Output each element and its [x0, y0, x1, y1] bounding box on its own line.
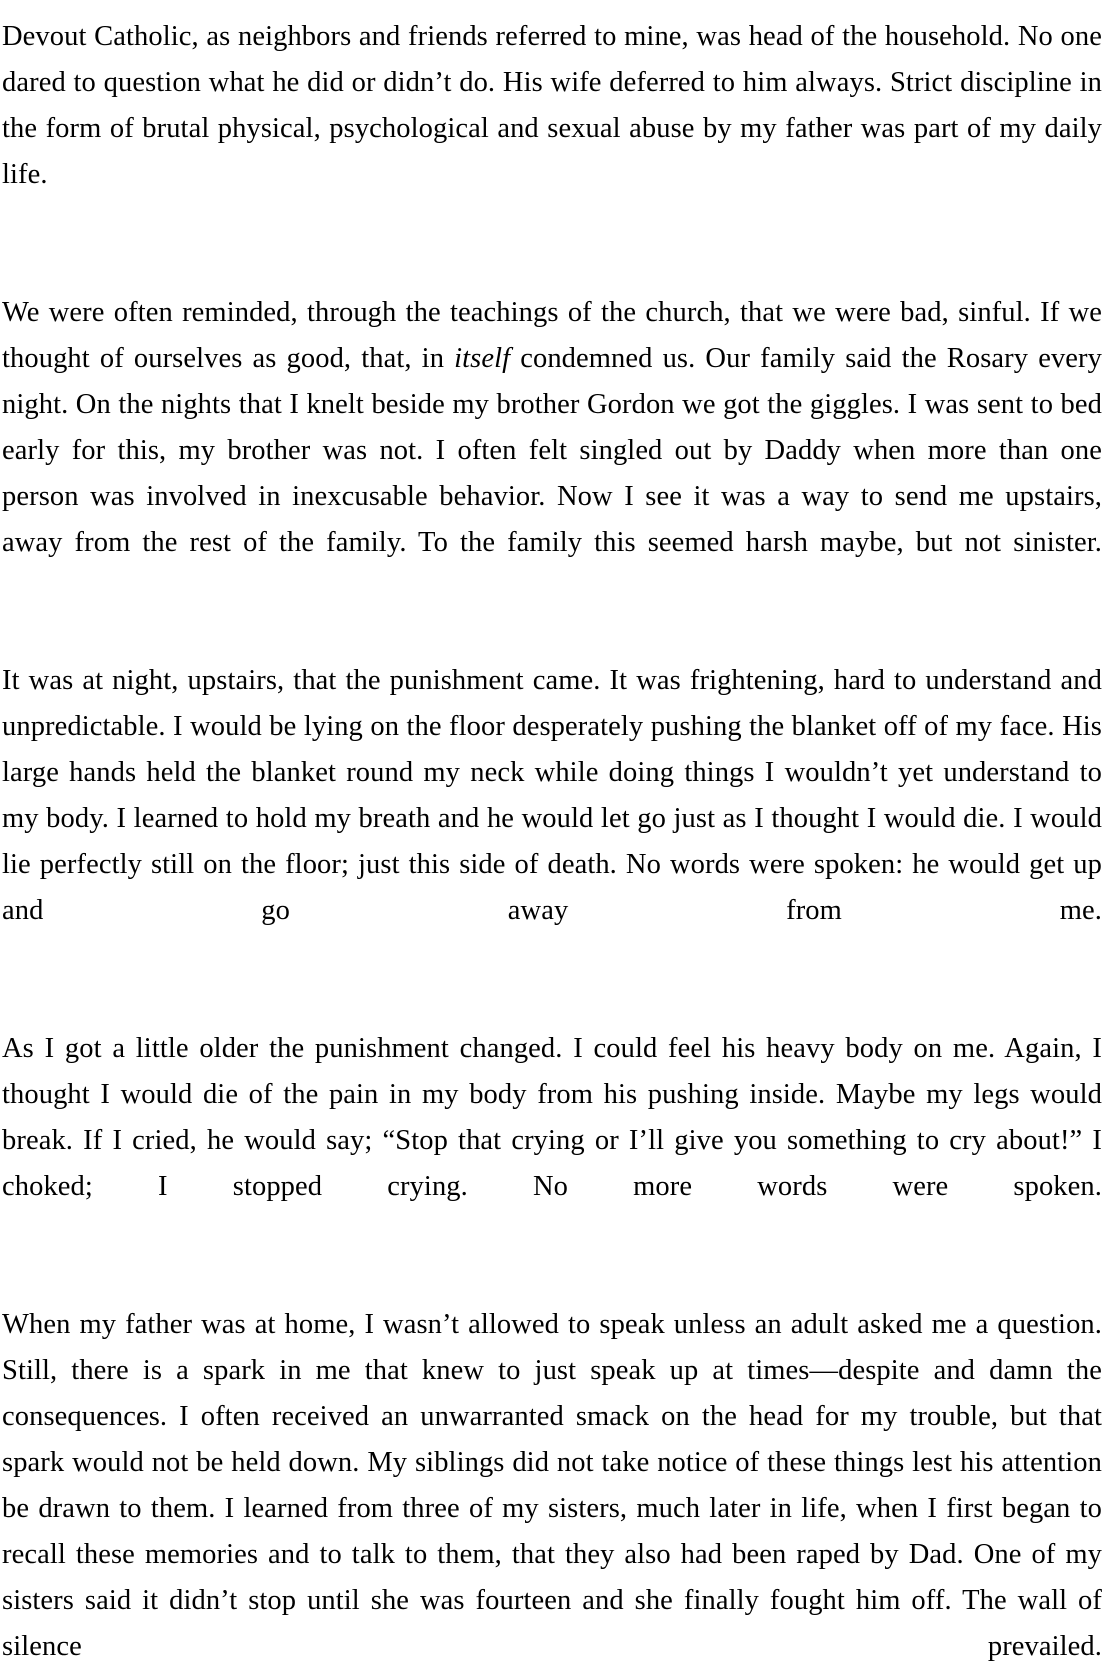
text-run: When my father was at home, I wasn’t allowed to speak unless an adult asked me a question. Still, there is a spark in me that knew to just speak up at times—despite and damn the consequences. I often received an unwarranted smack on the head for my trouble, but that spark would not be held down. My siblings did not take notice of these things lest his attention be drawn to them. I learned from three of my sisters, much later in life, when I first began to recall these memories and to talk to them, that they also had been raped by Dad. One of my sisters said it didn’t stop until she was fourteen and she finally fought him off. The wall of silence prevailed. [2, 1309, 1102, 1662]
text-run: As I got a little older the punishment changed. I could feel his heavy body on me. Again, I thought I would die of the pain in my body from his pushing inside. Maybe my legs would break. If I cried, he would say; “Stop that crying or I’ll give you something to cry about!” I choked; I stopped crying. No more words were spoken. [2, 1033, 1102, 1202]
paragraph-2 [2, 290, 1102, 612]
emphasis-itself: itself [454, 343, 511, 374]
body-text-column [2, 14, 1102, 1667]
text-run: condemned us. Our family said the Rosary every night. On the nights that I knelt beside my brother Gordon we got the giggles. I was sent to bed early for this, my brother was not. I often felt singled out by Daddy when more than one person was involved in inexcusable behavior. Now I see it was a way to send me upstairs, away from the rest of the family. To the family this seemed harsh maybe, but not sinister. [2, 343, 1102, 558]
text-run: It was at night, upstairs, that the punishment came. It was frightening, hard to understand and unpredictable. I would be lying on the floor desperately pushing the blanket off of my face. His large hands held the blanket round my neck while doing things I wouldn’t yet understand to my body. I learned to hold my breath and he would let go just as I thought I would die. I would lie perfectly still on the floor; just this side of death. No words were spoken: he would get up and go away from me. [2, 665, 1102, 926]
text-run: We were often reminded, through the teachings of the church, that we were bad, sinful. If we thought of ourselves as good, that, in [2, 297, 1102, 374]
paragraph-4 [2, 1026, 1102, 1256]
paragraph-1 [2, 14, 1102, 244]
paragraph-5 [2, 1302, 1102, 1667]
paragraph-3 [2, 658, 1102, 980]
text-run: Devout Catholic, as neighbors and friends referred to mine, was head of the household. No one dared to question what he did or didn’t do. His wife deferred to him always. Strict discipline in the form of brutal physical, psychological and sexual abuse by my father was part of my daily life. [2, 21, 1102, 190]
